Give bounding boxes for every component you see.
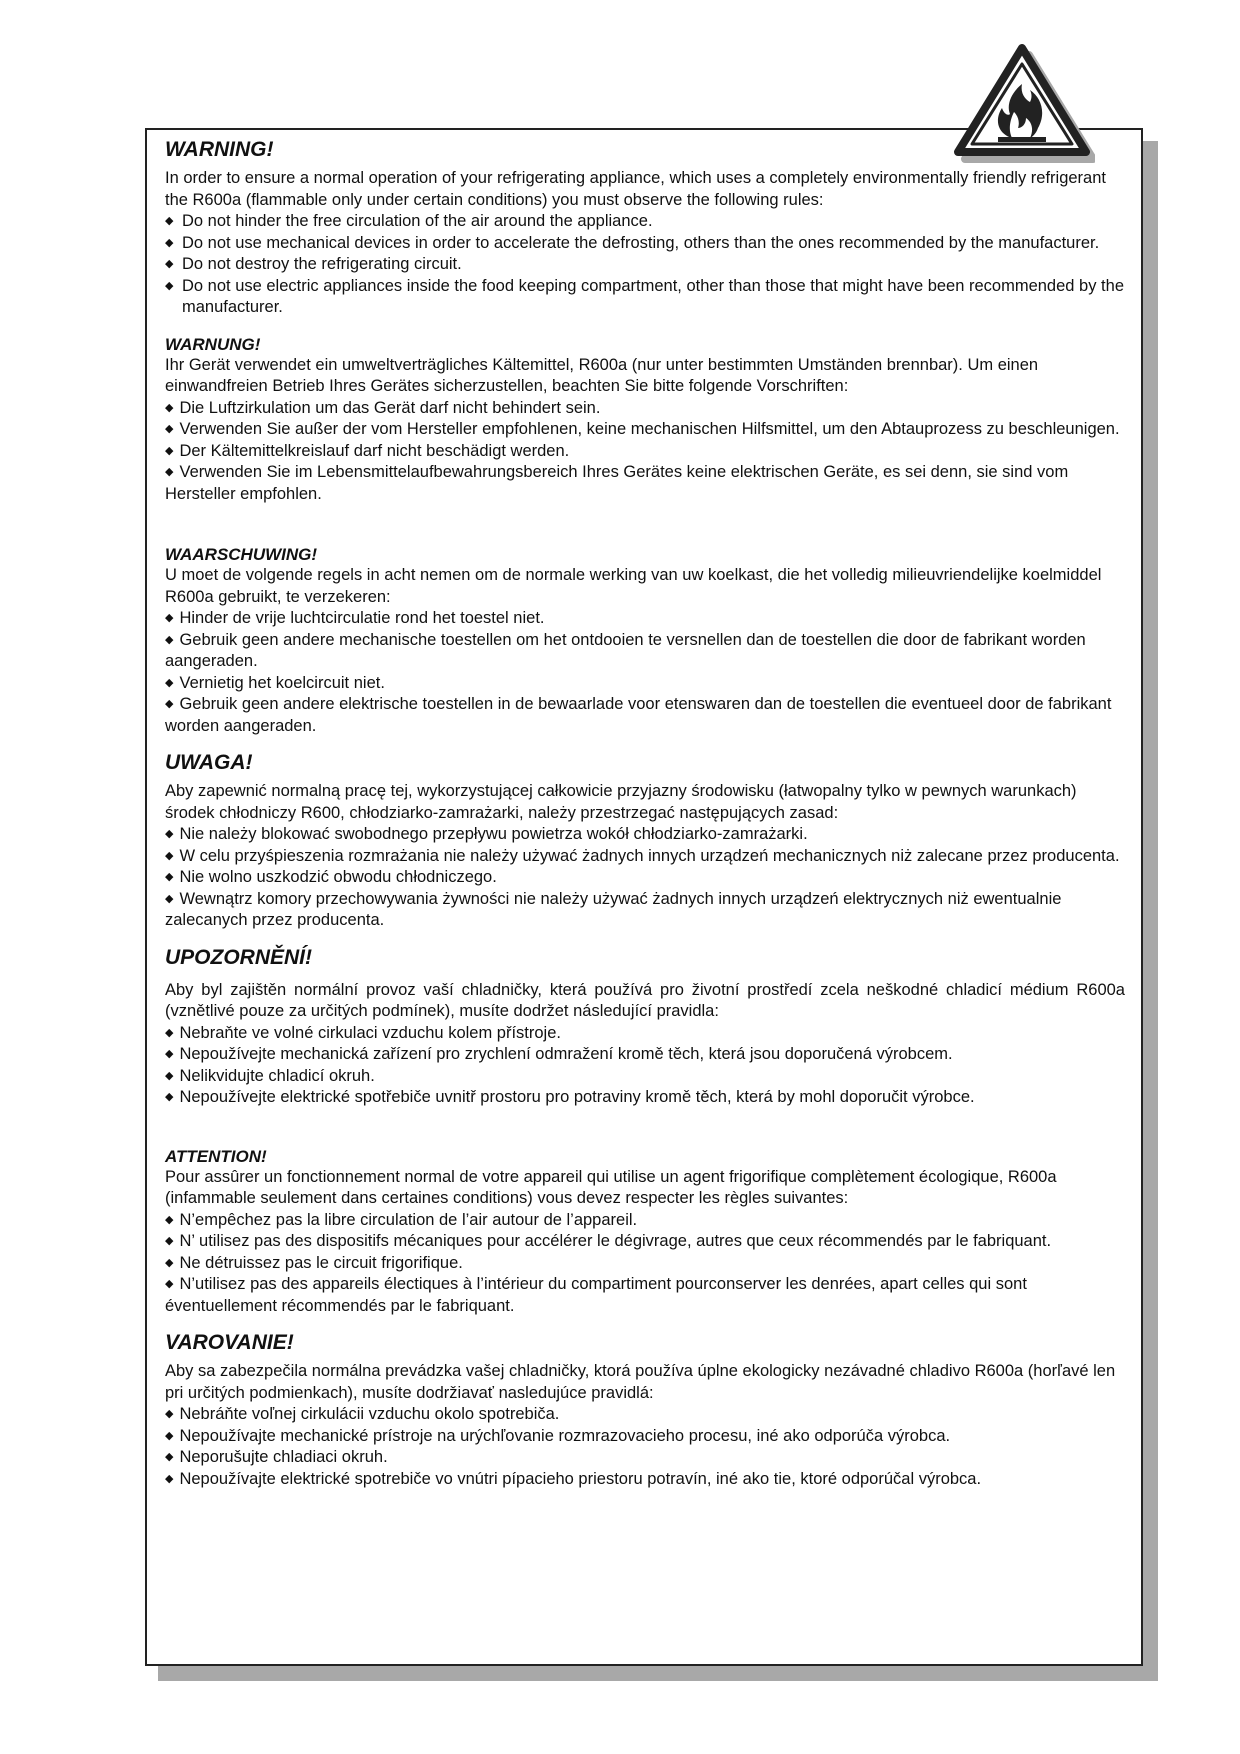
rule-item: ◆ Wewnątrz komory przechowywania żywności nie należy używać żadnych innych urządzeń elektrycznych niż ewentualnie zalecanych przez producenta. — [165, 889, 1125, 932]
rule-item: ◆ Neporušujte chladiaci okruh. — [165, 1447, 1125, 1469]
heading-pl: UWAGA! — [165, 751, 253, 774]
section-fr — [165, 1147, 1125, 1318]
rule-item: ◆ N’ utilisez pas des dispositifs mécaniques pour accélérer le dégivrage, autres que ceux récommendés par le fabriquant. — [165, 1231, 1125, 1253]
rule-item: ◆ Verwenden Sie im Lebensmittelaufbewahrungsbereich Ihres Gerätes keine elektrischen Geräte, es sei denn, sie sind vom Hersteller empfohlen. — [165, 462, 1125, 505]
section-sk — [165, 1331, 1125, 1490]
intro-de: Ihr Gerät verwendet ein umweltverträgliches Kältemittel, R600a (nur unter bestimmten Umständen brennbar). Um einen einwandfreien Betrieb Ihres Gerätes sicherzustellen, beachten Sie bitte folgende Vorschriften: — [165, 355, 1039, 395]
intro-fr: Pour assûrer un fonctionnement normal de votre appareil qui utilise un agent frigorifique complètement écologique, R600a (infammable seulement dans certaines conditions) vous devez respecter les règles suivantes: — [165, 1167, 1057, 1207]
section-en — [165, 138, 1125, 319]
section-de — [165, 335, 1125, 506]
rule-item: ◆ Die Luftzirkulation um das Gerät darf nicht behindert sein. — [165, 398, 1125, 420]
flammable-warning-icon — [950, 40, 1095, 165]
rules-fr — [165, 1210, 1125, 1318]
section-pl — [165, 751, 1125, 932]
rule-item: ◆ Nie wolno uszkodzić obwodu chłodniczego. — [165, 867, 1125, 889]
rule-item: ◆ Nebráňte voľnej cirkulácii vzduchu okolo spotrebiča. — [165, 1404, 1125, 1426]
rules-nl — [165, 608, 1125, 737]
intro-pl: Aby zapewnić normalną pracę tej, wykorzystującej całkowicie przyjazny środowisku (łatwopalny tylko w pewnych warunkach) środek chłodniczy R600, chłodziarko-zamrażarki, należy przestrzegać następujących zasad: — [165, 782, 1077, 822]
heading-fr: ATTENTION! — [165, 1146, 267, 1166]
intro-sk: Aby sa zabezpečila normálna prevádzka vašej chladničky, ktorá používa úplne ekologicky nezávadné chladivo R600a (horľavé len pri určitých podmienkach), musíte dodržiavať nasledujúce pravidlá: — [165, 1362, 1116, 1402]
rule-item: ◆ Gebruik geen andere mechanische toestellen om het ontdooien te versnellen dan de toestellen die door de fabrikant worden aangeraden. — [165, 630, 1125, 673]
warning-box — [145, 128, 1143, 1666]
rule-item: ◆ Nepoužívajte mechanické prístroje na urýchľovanie rozmrazovacieho procesu, iné ako odporúča výrobca. — [165, 1426, 1125, 1448]
rules-pl — [165, 824, 1125, 932]
rule-item: ◆ Verwenden Sie außer der vom Hersteller empfohlenen, keine mechanischen Hilfsmittel, um den Abtauprozess zu beschleunigen. — [165, 419, 1125, 441]
heading-en: WARNING! — [165, 138, 274, 161]
intro-nl: U moet de volgende regels in acht nemen om de normale werking van uw koelkast, die het volledig milieuvriendelijke koelmiddel R600a gebruikt, te verzekeren: — [165, 566, 1102, 606]
heading-de: WARNUNG! — [165, 334, 261, 354]
warning-content — [165, 138, 1125, 1490]
heading-sk: VAROVANIE! — [165, 1331, 294, 1354]
rule-item: ◆ Vernietig het koelcircuit niet. — [165, 673, 1125, 695]
rule-item: ◆ Gebruik geen andere elektrische toestellen in de bewaarlade voor etenswaren dan de toestellen die eventueel door de fabrikant worden aangeraden. — [165, 694, 1125, 737]
heading-nl: WAARSCHUWING! — [165, 545, 318, 564]
rule-item: ◆ Nepoužívajte elektrické spotrebiče vo vnútri pípacieho priestoru potravín, iné ako tie, ktoré odporúčal výrobca. — [165, 1469, 1125, 1491]
section-cz — [165, 946, 1125, 1109]
rule-item: ◆ Do not use electric appliances inside the food keeping compartment, other than those that might have been recommended by the manufacturer. — [165, 276, 1125, 319]
rule-item: ◆ Hinder de vrije luchtcirculatie rond het toestel niet. — [165, 608, 1125, 630]
rule-item: ◆ Do not use mechanical devices in order to accelerate the defrosting, others than the ones recommended by the manufacturer. — [165, 233, 1125, 255]
rule-item: ◆ Do not destroy the refrigerating circuit. — [165, 254, 1125, 276]
intro-en: In order to ensure a normal operation of your refrigerating appliance, which uses a completely environmentally friendly refrigerant the R600a (flammable only under certain conditions) you must observe the following rules: — [165, 169, 1106, 209]
rules-de — [165, 398, 1125, 506]
heading-cz: UPOZORNĚNÍ! — [165, 945, 312, 969]
intro-cz: Aby byl zajištěn normální provoz vaší chladničky, která používá pro životní prostředí zcela neškodné chladicí médium R600a (vznětlivé pouze za určitých podmínek), musíte dodržet následující pravidla: — [165, 980, 1125, 1020]
rule-item: ◆ W celu przyśpieszenia rozmrażania nie należy używać żadnych innych urządzeń mechanicznych niż zalecane przez producenta. — [165, 846, 1125, 868]
rule-item: ◆ Nebraňte ve volné cirkulaci vzduchu kolem přístroje. — [165, 1023, 1125, 1045]
rule-item: ◆ Ne détruissez pas le circuit frigorifique. — [165, 1253, 1125, 1275]
rule-item: ◆ N’empêchez pas la libre circulation de l’air autour de l’appareil. — [165, 1210, 1125, 1232]
rule-item: ◆ Der Kältemittelkreislauf darf nicht beschädigt werden. — [165, 441, 1125, 463]
rule-item: ◆ Nie należy blokować swobodnego przepływu powietrza wokół chłodziarko-zamrażarki. — [165, 824, 1125, 846]
rules-cz — [165, 1023, 1125, 1109]
rule-item: ◆ N’utilisez pas des appareils électiques à l’intérieur du compartiment pourconserver les denrées, apart celles qui sont éventuellement récommendés par le fabriquant. — [165, 1274, 1125, 1317]
section-nl — [165, 545, 1125, 737]
rule-item: ◆ Nepoužívejte elektrické spotřebiče uvnitř prostoru pro potraviny kromě těch, která by mohl doporučit výrobce. — [165, 1087, 1125, 1109]
rule-item: ◆ Nepoužívejte mechanická zařízení pro zrychlení odmražení kromě těch, která jsou doporučená výrobcem. — [165, 1044, 1125, 1066]
rules-sk — [165, 1404, 1125, 1490]
rules-en — [165, 211, 1125, 319]
rule-item: ◆ Nelikvidujte chladicí okruh. — [165, 1066, 1125, 1088]
rule-item: ◆ Do not hinder the free circulation of the air around the appliance. — [165, 211, 1125, 233]
